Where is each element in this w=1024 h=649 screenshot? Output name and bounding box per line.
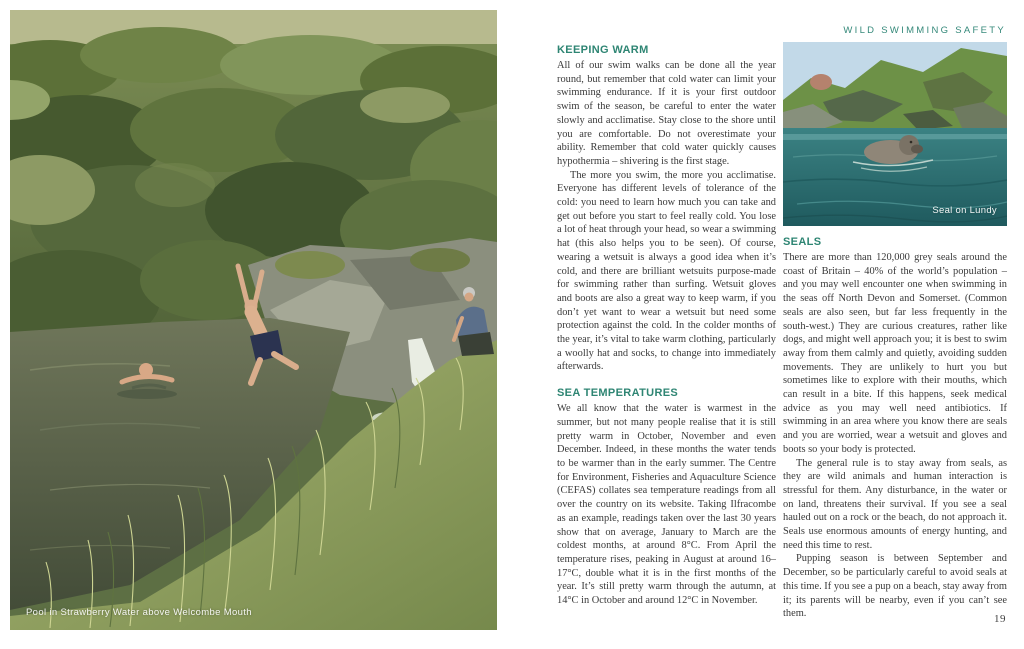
sea-temperatures-paragraph: We all know that the water is warmest in the summer, but not many people realise that it is still pretty warm in October, November and even December. Indeed, in these months the water tends to be warmer than in the early summer. The Centre for Environment, Fisheries and Aquaculture Science (CEFAS) collates sea temperature readings from all over the country on its website. Taking Ilfracombe as an example, readings taken over the last 30 years show that on average, January to March are the coldest months, at around 8°C. From April the temperature rises, peaking in August at around 16–17°C, double what it is in the first months of the year. It’s still pretty warm through the autumn, at 14°C in October and around 12°C in November. (557, 403, 776, 607)
seals-paragraph: The general rule is to stay away from seals, as they are wild animals and human interaction is stressful for them. Any disturbance, in the water or on land, threatens their survival. If you see a seal hauled out on a rock or the beach, do not approach it. Seals use enormous amounts of energy hunting, and need this time to rest. (783, 457, 1007, 551)
keeping-warm-paragraph: All of our swim walks can be done all the year round, but remember that cold water can limit your swimming endurance. If it is your first outdoor swim of the season, be careful to enter the water slowly and acclimatise. Stay close to the shore until you are comfortable. Do not overestimate your ability. Remember that cold water quickly causes hypothermia – shivering is the first stage. (557, 60, 776, 167)
page-number: 19 (994, 613, 1006, 625)
seals-paragraph: Pupping season is between September and December, so be particularly careful to avoid seals at this time. If you see a pup on a beach, stay away from it; its parents will be nearby, even if you can’t see them. (783, 553, 1007, 620)
seal-photo (783, 42, 1007, 226)
section-sea-temperatures (557, 387, 776, 608)
section-seals (783, 236, 1007, 621)
keeping-warm-paragraph: The more you swim, the more you acclimatise. Everyone has different levels of tolerance of the cold: you need to learn how much you can take and get out before you start to feel really cold. You lose a lot of heat through your head, so wear a swimming hat (this also helps you to be seen). Of course, wearing a wetsuit is always a good idea when it’s cold, and there are brilliant wetsuits purpose-made for swimming rather than surfing. Wetsuit gloves and boots are also a great way to keep warm, if you don’t yet want to wear a wetsuit but need some protection against the cold. In the colder months of the year, it’s vital to take warm clothing, particularly a woolly hat and socks, to change into immediately afterwards. (557, 169, 777, 373)
seals-heading: SEALS (783, 236, 822, 248)
clifftop-hut (810, 74, 832, 90)
running-head: WILD SWIMMING SAFETY (843, 25, 1006, 36)
seals-paragraph: There are more than 120,000 grey seals around the coast of Britain – 40% of the world’s population – and you may well encounter one when swimming in the seas off North Devon and Somerset. (Common seals are also seen, but far less frequently in the south-west.) They are curious creatures, rather like dogs, and might well approach you; it is best to swim away from them calmly and quietly, avoiding sudden movements. They are unlikely to hurt you but sometimes like to explore with their mouths, which can result in a bite. If this happens, seek medical advice as you may well need antibiotics. If swimming in an area where you know there are seals and you are worried, wear a wetsuit and gloves and boots so your body is protected. (783, 252, 1007, 455)
text-column-right (783, 42, 1007, 621)
left-photo-caption: Pool in Strawberry Water above Welcombe Mouth (26, 607, 252, 618)
dry-grass-ridge (10, 10, 497, 44)
text-column-left (557, 44, 776, 608)
seal-photo-caption: Seal on Lundy (932, 205, 997, 216)
wild-swimming-pool-photo (10, 10, 497, 630)
section-keeping-warm (557, 44, 776, 374)
sea-temperatures-heading: SEA TEMPERATURES (557, 387, 679, 400)
keeping-warm-heading: KEEPING WARM (557, 44, 649, 56)
pool-scene-illustration (10, 10, 497, 630)
seal-scene-illustration (783, 42, 1007, 226)
